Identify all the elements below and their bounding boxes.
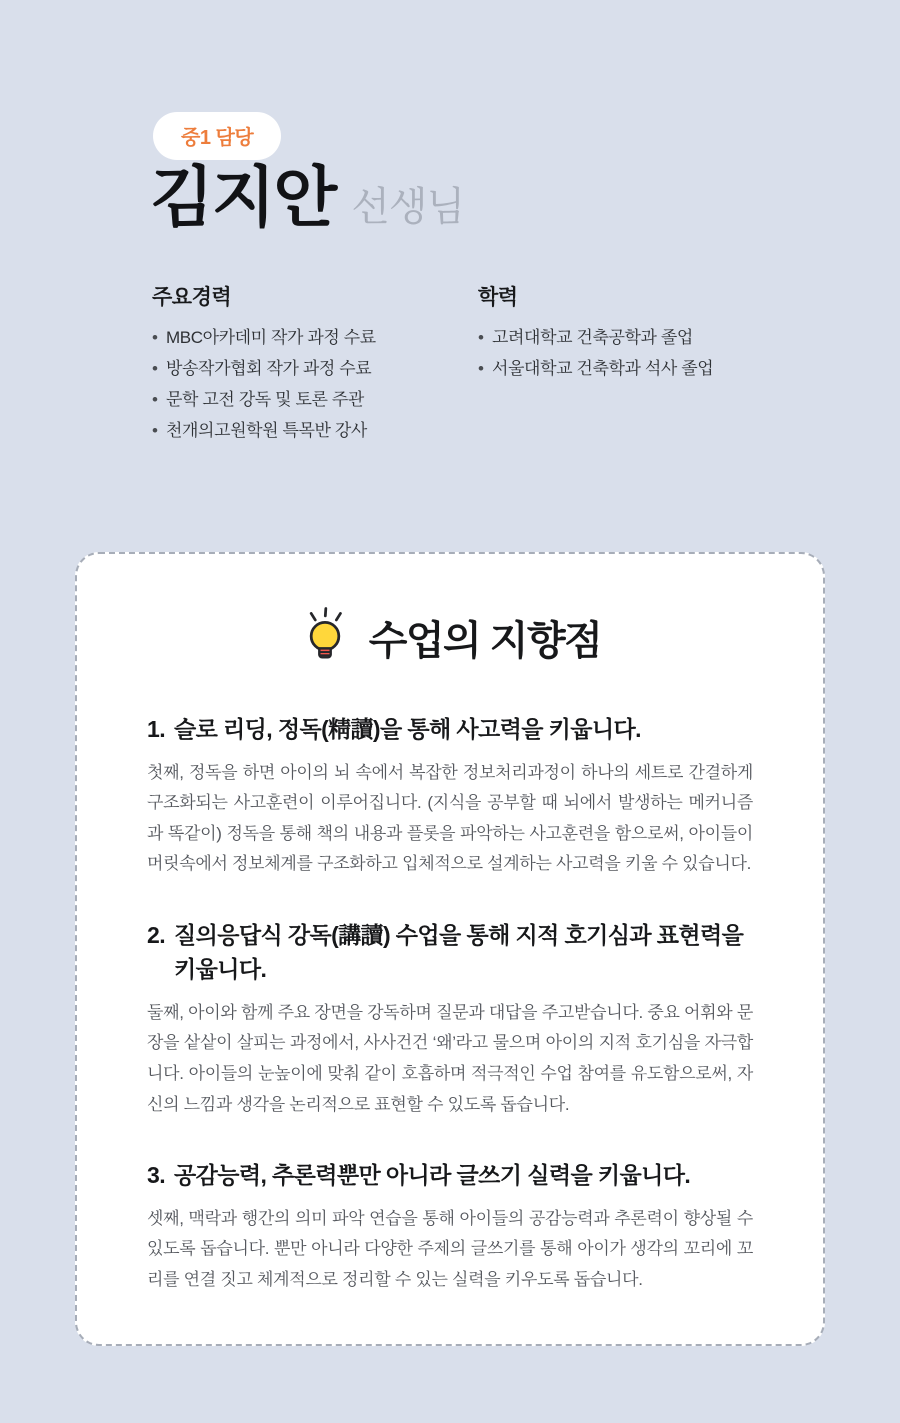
- section-heading: [147, 1158, 753, 1193]
- section-heading-text: 질의응답식 강독(講讀) 수업을 통해 지적 호기심과 표현력을 키웁니다.: [173, 921, 744, 983]
- education-item: • 서울대학교 건축학과 석사 졸업: [478, 354, 808, 385]
- section-number: 1.: [147, 716, 165, 742]
- section-heading-text: 공감능력, 추론력뿐만 아니라 글쓰기 실력을 키웁니다.: [173, 1162, 691, 1189]
- card-title: 수업의 지향점: [368, 618, 602, 663]
- teacher-name-row: [150, 158, 464, 237]
- education-item: • 고려대학교 건축공학과 졸업: [478, 323, 808, 354]
- philosophy-section-3: [147, 1158, 753, 1295]
- section-body: 첫째, 정독을 하면 아이의 뇌 속에서 복잡한 정보처리과정이 하나의 세트로 간결하게 구조화되는 사고훈련이 이루어집니다. (지식을 공부할 때 뇌에서 발생하는 메커니즘과 똑같이) 정독을 통해 책의 내용과 플롯을 파악하는 사고훈련을 함으로써, 아이들이 머릿속에서 정보체계를 구조화하고 입체적으로 설계하는 사고력을 키울 수 있습니다.: [147, 762, 753, 874]
- philosophy-section-2: [147, 918, 753, 1120]
- career-item: • 문학 고전 강독 및 토론 주관: [152, 385, 478, 416]
- section-heading-text: 슬로 리딩, 정독(精讀)을 통해 사고력을 키웁니다.: [173, 716, 641, 742]
- card-title-row: [147, 606, 753, 668]
- info-columns: [152, 281, 812, 447]
- philosophy-section-1: [147, 712, 753, 880]
- education-section: [478, 281, 808, 447]
- career-section: [152, 281, 478, 447]
- career-item: • MBC아카데미 작가 과정 수료: [152, 323, 478, 354]
- teacher-name: 김지안: [150, 160, 336, 234]
- career-item: • 천개의고원학원 특목반 강사: [152, 416, 478, 447]
- education-list: [478, 323, 808, 385]
- philosophy-card: [75, 552, 825, 1346]
- career-title: 주요경력: [152, 286, 232, 309]
- teacher-suffix: 선생님: [351, 185, 465, 229]
- career-list: [152, 323, 478, 447]
- section-body: 둘째, 아이와 함께 주요 장면을 강독하며 질문과 대답을 주고받습니다. 중요 어휘와 문장을 샅샅이 살피는 과정에서, 사사건건 ‘왜’라고 물으며 아이의 지적 호기심을 자극합니다. 아이들의 눈높이에 맞춰 같이 호흡하며 적극적인 수업 참여를 유도함으로써, 자신의 느낌과 생각을 논리적으로 표현할 수 있도록 돕습니다.: [147, 1002, 753, 1114]
- career-item: • 방송작가협회 작가 과정 수료: [152, 354, 478, 385]
- section-heading: [147, 712, 753, 747]
- education-title: 학력: [478, 286, 518, 309]
- section-number: 3.: [147, 1162, 165, 1189]
- section-number: 2.: [147, 921, 165, 948]
- section-body: 셋째, 맥락과 행간의 의미 파악 연습을 통해 아이들의 공감능력과 추론력이 향상될 수 있도록 돕습니다. 뿐만 아니라 다양한 주제의 글쓰기를 통해 아이가 생각의 꼬리에 꼬리를 연결 짓고 체계적으로 정리할 수 있는 실력을 키우도록 돕습니다.: [147, 1208, 753, 1289]
- lightbulb-icon: [299, 606, 351, 668]
- grade-badge: 중1 담당: [153, 112, 281, 160]
- section-heading: [147, 918, 753, 987]
